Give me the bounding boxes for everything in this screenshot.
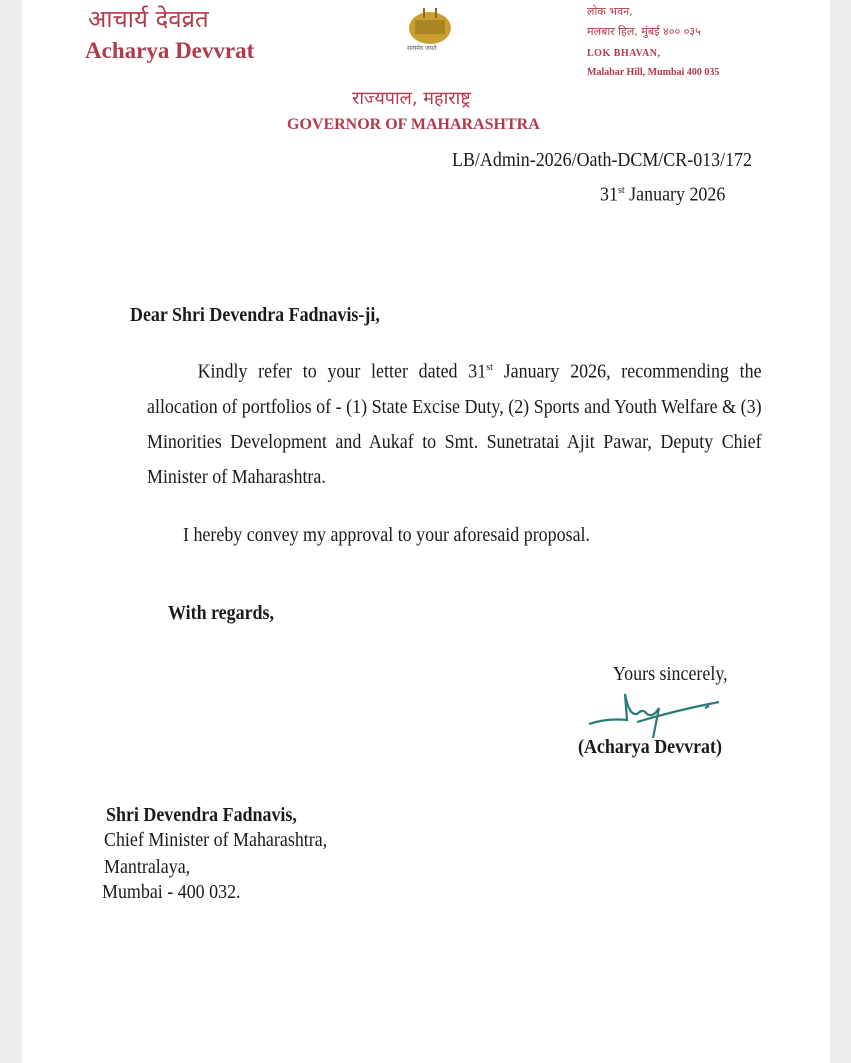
regards: With regards, (168, 603, 274, 624)
letter-page (22, 0, 830, 1063)
paragraph-1: Kindly refer to your letter dated 31st January 2026, recommending the allocation of portfolios of - (1) State Excise Duty, (2) Sports and Youth Welfare & (3) Minorities Development and Aukaf to Smt. Sunetratai Ajit Pawar, Deputy Chief Minister of Maharashtra. (147, 361, 762, 488)
recipient-line-2: Chief Minister of Maharashtra, (104, 830, 328, 851)
address-english-1: LOK BHAVAN, (587, 48, 661, 59)
reference-number: LB/Admin-2026/Oath-DCM/CR-013/172 (452, 150, 753, 171)
letter-date: 31st January 2026 (600, 184, 726, 206)
signature (587, 688, 727, 740)
emblem-motto: सत्यमेव जयते (407, 45, 437, 52)
recipient-line-4: Mumbai - 400 032. (102, 882, 241, 903)
recipient-line-1: Shri Devendra Fadnavis, (106, 805, 297, 826)
recipient-line-3: Mantralaya, (104, 857, 191, 878)
signatory-name: (Acharya Devvrat) (578, 737, 722, 758)
name-hindi: आचार्य देवव्रत (88, 5, 209, 33)
address-english-2: Malabar Hill, Mumbai 400 035 (587, 67, 720, 78)
closing: Yours sincerely, (613, 664, 728, 685)
office-english: GOVERNOR OF MAHARASHTRA (287, 116, 540, 133)
office-hindi: राज्यपाल, महाराष्ट्र (352, 88, 471, 109)
name-english: Acharya Devvrat (85, 38, 255, 63)
address-hindi-2: मलबार हिल, मुंबई ४०० ०३५ (587, 25, 701, 38)
address-hindi-1: लोक भवन, (587, 5, 633, 18)
paragraph-2: I hereby convey my approval to your aforesaid proposal. (183, 525, 591, 546)
salutation: Dear Shri Devendra Fadnavis-ji, (130, 305, 380, 326)
